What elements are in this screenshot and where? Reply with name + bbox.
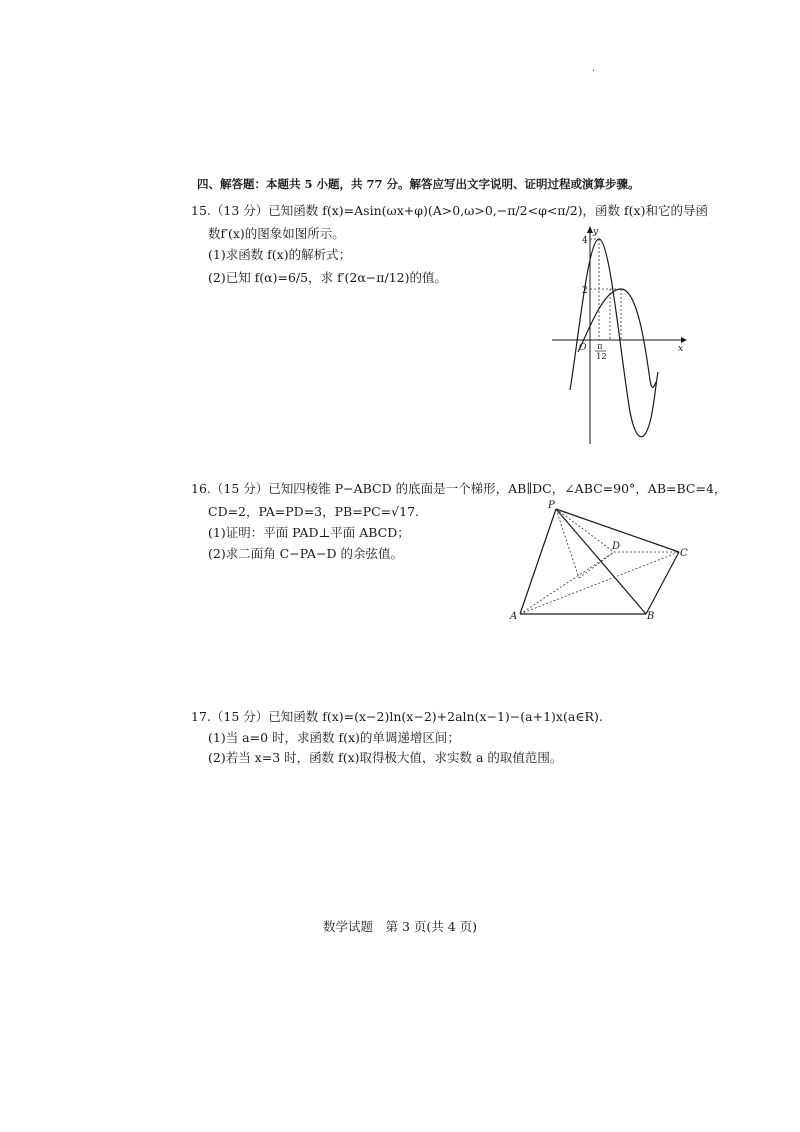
edge-AC [520, 552, 679, 614]
label-origin: O [579, 343, 587, 353]
problem-15-line-1: 15.（13 分）已知函数 f(x)=Asin(ωx+φ)(A>0,ω>0,−π/2<φ<π/2)，函数 f(x)和它的导函 [191, 203, 708, 218]
problem-16-part-2: (2)求二面角 C−PA−D 的余弦值。 [208, 546, 403, 561]
section-heading: 四、解答题：本题共 5 小题，共 77 分。解答应写出文字说明、证明过程或演算步骤。 [197, 177, 640, 191]
problem-15-part-2: (2)已知 f(α)=6/5，求 f′(2α−π/12)的值。 [208, 270, 447, 285]
label-tick-2: 2 [582, 286, 588, 296]
page-footer: 数学试题 第 3 页(共 4 页) [322, 919, 478, 934]
label-tick-4: 4 [582, 236, 588, 246]
label-tick-pi: π [597, 342, 603, 352]
edge-BC [646, 552, 679, 614]
derivative-curve [570, 239, 658, 437]
label-y: y [593, 227, 599, 237]
label-C: C [680, 548, 688, 559]
corner-mark: · [592, 66, 596, 77]
edge-PD [556, 509, 614, 552]
problem-16-pyramid [508, 498, 700, 626]
problem-16-line-1: 16.（15 分）已知四棱锥 P−ABCD 的底面是一个梯形，AB∥DC，∠ABC=90°，AB=BC=4， [191, 481, 727, 496]
label-D: D [612, 541, 621, 552]
problem-16-line-2: CD=2，PA=PD=3，PB=PC=√17. [208, 504, 419, 519]
problem-15-graph [548, 222, 688, 447]
problem-17-part-1: (1)当 a=0 时，求函数 f(x)的单调递增区间； [208, 730, 460, 745]
label-A: A [510, 611, 518, 622]
problem-17-line-1: 17.（15 分）已知函数 f(x)=(x−2)ln(x−2)+2aln(x−1)−(a+1)x(a∈R). [191, 709, 603, 724]
x-axis-arrow [681, 337, 687, 343]
problem-15-part-1: (1)求函数 f(x)的解析式； [208, 247, 352, 262]
label-B: B [647, 611, 655, 622]
edge-PA [520, 509, 556, 614]
problem-17-part-2: (2)若当 x=3 时，函数 f(x)取得极大值，求实数 a 的取值范围。 [208, 750, 563, 765]
label-tick-12: 12 [596, 352, 607, 362]
problem-16-part-1: (1)证明：平面 PAD⊥平面 ABCD； [208, 525, 410, 540]
label-x: x [678, 344, 684, 354]
problem-15-line-2: 数f′(x)的图象如图所示。 [208, 226, 345, 241]
label-P: P [548, 500, 555, 511]
edge-P-foot [556, 509, 579, 578]
